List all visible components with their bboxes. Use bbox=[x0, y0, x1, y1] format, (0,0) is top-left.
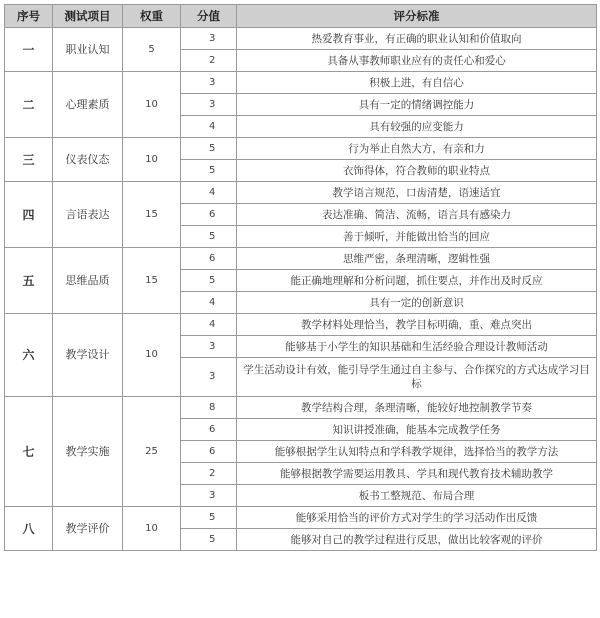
table-row bbox=[5, 397, 597, 419]
criterion-cell: 能够根据教学需要运用教具、学具和现代教育技术辅助教学 bbox=[237, 463, 597, 485]
criterion-cell: 能够对自己的教学过程进行反思，做出比较客观的评价 bbox=[237, 529, 597, 551]
criterion-cell: 行为举止自然大方，有亲和力 bbox=[237, 138, 597, 160]
table-body bbox=[5, 28, 597, 551]
criterion-cell: 板书工整规范、布局合理 bbox=[237, 485, 597, 507]
weight-cell: 15 bbox=[123, 182, 181, 248]
criterion-cell: 衣饰得体，符合教师的职业特点 bbox=[237, 160, 597, 182]
score-cell: 3 bbox=[181, 94, 237, 116]
header-row bbox=[5, 5, 597, 28]
test-item-cell: 职业认知 bbox=[53, 28, 123, 72]
criterion-cell: 具有一定的创新意识 bbox=[237, 292, 597, 314]
criterion-cell: 能够根据学生认知特点和学科教学规律，选择恰当的教学方法 bbox=[237, 441, 597, 463]
criterion-cell: 教学语言规范，口齿清楚，语速适宜 bbox=[237, 182, 597, 204]
criterion-cell: 具有一定的情绪调控能力 bbox=[237, 94, 597, 116]
score-cell: 6 bbox=[181, 204, 237, 226]
seq-cell: 四 bbox=[5, 182, 53, 248]
header-score: 分值 bbox=[181, 5, 237, 28]
test-item-cell: 仪表仪态 bbox=[53, 138, 123, 182]
seq-cell: 二 bbox=[5, 72, 53, 138]
weight-cell: 10 bbox=[123, 72, 181, 138]
table-row bbox=[5, 138, 597, 160]
weight-cell: 10 bbox=[123, 314, 181, 397]
weight-cell: 10 bbox=[123, 138, 181, 182]
score-cell: 3 bbox=[181, 28, 237, 50]
header-weight: 权重 bbox=[123, 5, 181, 28]
test-item-cell: 教学设计 bbox=[53, 314, 123, 397]
score-cell: 5 bbox=[181, 226, 237, 248]
score-cell: 3 bbox=[181, 485, 237, 507]
score-cell: 6 bbox=[181, 419, 237, 441]
criterion-cell: 具备从事教师职业应有的责任心和爱心 bbox=[237, 50, 597, 72]
weight-cell: 25 bbox=[123, 397, 181, 507]
criterion-cell: 热爱教育事业，有正确的职业认知和价值取向 bbox=[237, 28, 597, 50]
test-item-cell: 教学评价 bbox=[53, 507, 123, 551]
test-item-cell: 言语表达 bbox=[53, 182, 123, 248]
criterion-cell: 能够采用恰当的评价方式对学生的学习活动作出反馈 bbox=[237, 507, 597, 529]
test-item-cell: 心理素质 bbox=[53, 72, 123, 138]
weight-cell: 5 bbox=[123, 28, 181, 72]
test-item-cell: 思维品质 bbox=[53, 248, 123, 314]
score-cell: 5 bbox=[181, 270, 237, 292]
criterion-cell: 思维严密，条理清晰，逻辑性强 bbox=[237, 248, 597, 270]
seq-cell: 五 bbox=[5, 248, 53, 314]
criterion-cell: 知识讲授准确，能基本完成教学任务 bbox=[237, 419, 597, 441]
criterion-cell: 教学材料处理恰当，教学目标明确，重、难点突出 bbox=[237, 314, 597, 336]
table-row bbox=[5, 72, 597, 94]
score-cell: 3 bbox=[181, 336, 237, 358]
criterion-cell: 能正确地理解和分析问题，抓住要点，并作出及时反应 bbox=[237, 270, 597, 292]
seq-cell: 八 bbox=[5, 507, 53, 551]
scoring-criteria-table bbox=[4, 4, 597, 551]
score-cell: 4 bbox=[181, 182, 237, 204]
seq-cell: 三 bbox=[5, 138, 53, 182]
score-cell: 4 bbox=[181, 116, 237, 138]
table-row bbox=[5, 182, 597, 204]
score-cell: 5 bbox=[181, 160, 237, 182]
score-cell: 2 bbox=[181, 463, 237, 485]
score-cell: 3 bbox=[181, 358, 237, 397]
criterion-cell: 表达准确、简洁、流畅，语言具有感染力 bbox=[237, 204, 597, 226]
header-item: 测试项目 bbox=[53, 5, 123, 28]
table-row bbox=[5, 507, 597, 529]
score-cell: 6 bbox=[181, 248, 237, 270]
score-cell: 4 bbox=[181, 292, 237, 314]
seq-cell: 七 bbox=[5, 397, 53, 507]
criterion-cell: 学生活动设计有效，能引导学生通过自主参与、合作探究的方式达成学习目标 bbox=[237, 358, 597, 397]
score-cell: 6 bbox=[181, 441, 237, 463]
score-cell: 4 bbox=[181, 314, 237, 336]
weight-cell: 15 bbox=[123, 248, 181, 314]
score-cell: 8 bbox=[181, 397, 237, 419]
seq-cell: 六 bbox=[5, 314, 53, 397]
criterion-cell: 能够基于小学生的知识基础和生活经验合理设计教师活动 bbox=[237, 336, 597, 358]
seq-cell: 一 bbox=[5, 28, 53, 72]
score-cell: 2 bbox=[181, 50, 237, 72]
header-criterion: 评分标准 bbox=[237, 5, 597, 28]
criterion-cell: 教学结构合理，条理清晰，能较好地控制教学节奏 bbox=[237, 397, 597, 419]
criterion-cell: 善于倾听，并能做出恰当的回应 bbox=[237, 226, 597, 248]
score-cell: 5 bbox=[181, 138, 237, 160]
header-seq: 序号 bbox=[5, 5, 53, 28]
test-item-cell: 教学实施 bbox=[53, 397, 123, 507]
score-cell: 3 bbox=[181, 72, 237, 94]
score-cell: 5 bbox=[181, 507, 237, 529]
weight-cell: 10 bbox=[123, 507, 181, 551]
table-row bbox=[5, 248, 597, 270]
criterion-cell: 积极上进，有自信心 bbox=[237, 72, 597, 94]
criterion-cell: 具有较强的应变能力 bbox=[237, 116, 597, 138]
table-row bbox=[5, 28, 597, 50]
table-row bbox=[5, 314, 597, 336]
score-cell: 5 bbox=[181, 529, 237, 551]
